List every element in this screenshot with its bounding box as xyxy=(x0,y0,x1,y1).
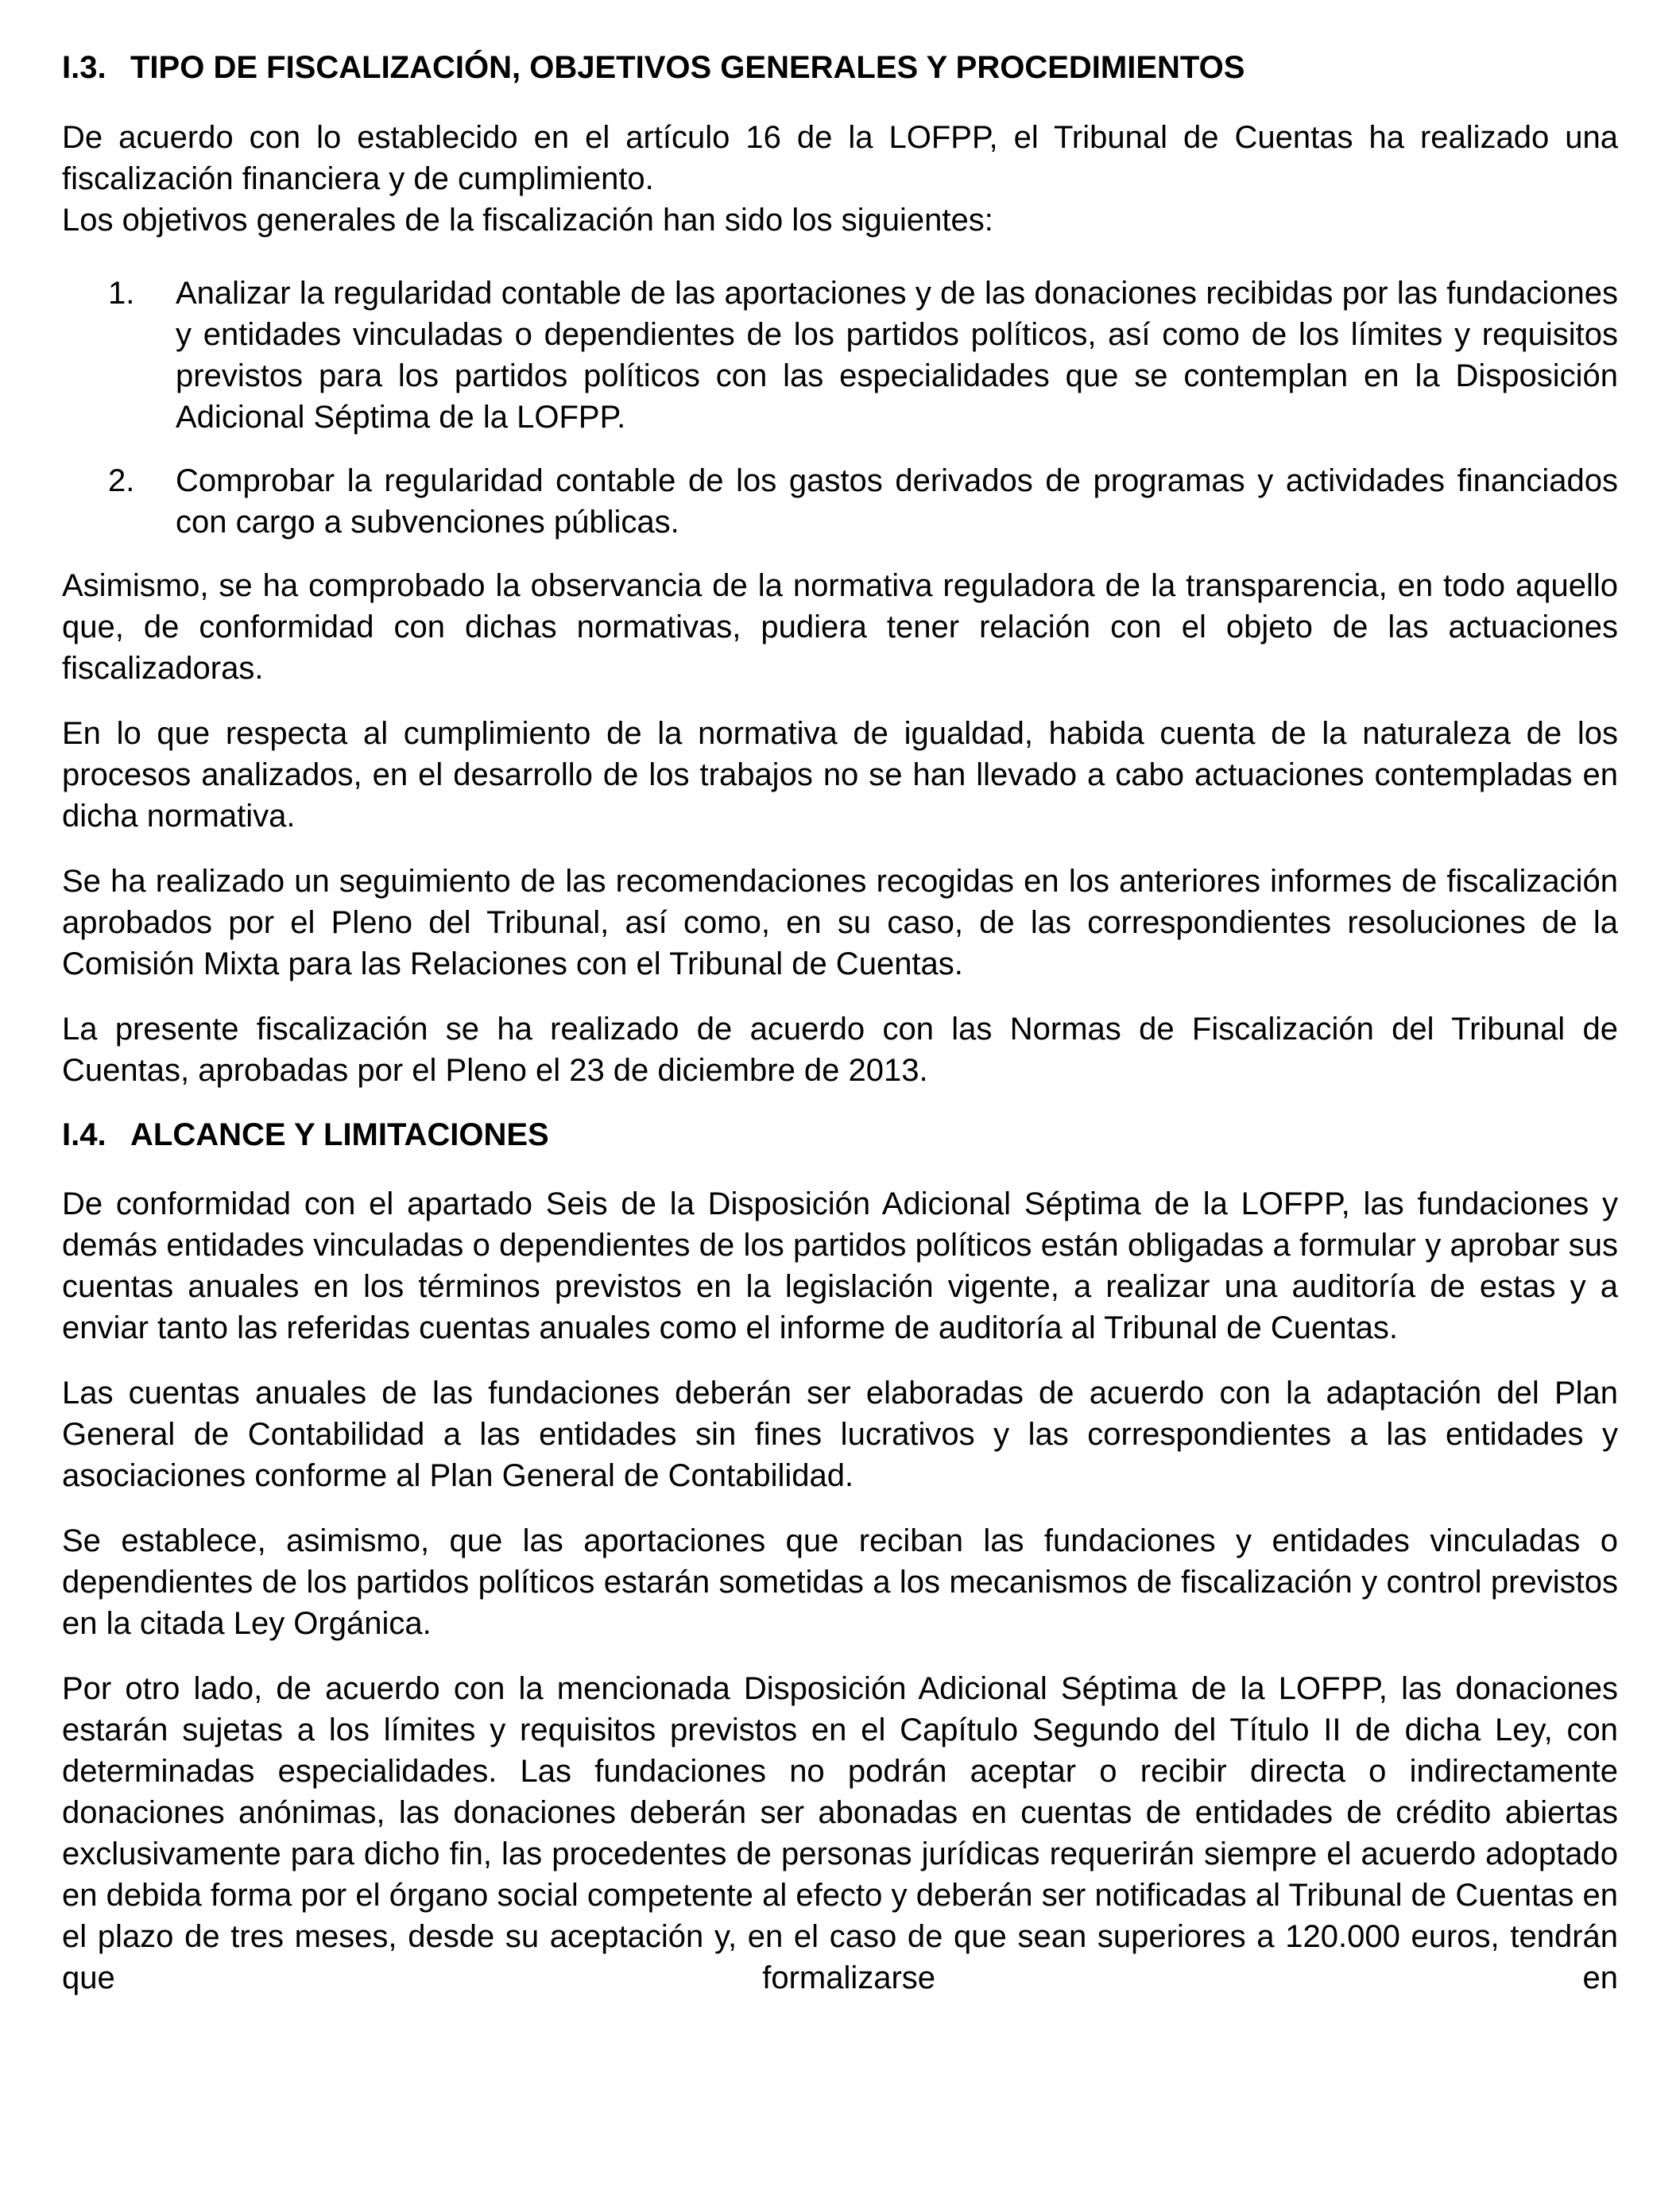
section-title: ALCANCE Y LIMITACIONES xyxy=(130,1117,549,1152)
paragraph: Por otro lado, de acuerdo con la mencionada Disposición Adicional Séptima de la LOFPP, las donaciones estarán sujetas a los límites y requisitos previstos en el Capítulo Segundo del Título II de dicha Ley, con determinadas especialidades. Las fundaciones no podrán aceptar o recibir directa o indirectamente donaciones anónimas, las donaciones deberán ser abonadas en cuentas de entidades de crédito abiertas exclusivamente para dicho fin, las procedentes de personas jurídicas requerirán siempre el acuerdo adoptado en debida forma por el órgano social competente al efecto y deberán ser notificadas al Tribunal de Cuentas en el plazo de tres meses, desde su aceptación y, en el caso de que sean superiores a 120.000 euros, tendrán que formalizarse en xyxy=(62,1671,1618,1995)
paragraph: De conformidad con el apartado Seis de la Disposición Adicional Séptima de la LOFPP, las fundaciones y demás entidades vinculadas o dependientes de los partidos políticos están obligadas a formular y aprobar sus cuentas anuales en los términos previstos en la legislación vigente, a realizar una auditoría de estas y a enviar tanto las referidas cuentas anuales como el informe de auditoría al Tribunal de Cuentas. xyxy=(62,1186,1618,1345)
paragraph: Se ha realizado un seguimiento de las recomendaciones recogidas en los anteriores informes de fiscalización aprobados por el Pleno del Tribunal, así como, en su caso, de las correspondientes resoluciones de la Comisión Mixta para las Relaciones con el Tribunal de Cuentas. xyxy=(62,864,1618,981)
list-marker: 2. xyxy=(108,463,135,498)
section-heading-i3 xyxy=(62,48,1618,87)
list-marker: 1. xyxy=(108,276,135,311)
list-item xyxy=(62,273,1618,438)
section-heading-i4 xyxy=(62,1115,1618,1155)
intro-paragraph: De acuerdo con lo establecido en el artículo 16 de la LOFPP, el Tribunal de Cuentas ha realizado una fiscalización financiera y de cumplimiento. xyxy=(62,120,1618,196)
paragraph: En lo que respecta al cumplimiento de la normativa de igualdad, habida cuenta de la naturaleza de los procesos analizados, en el desarrollo de los trabajos no se han llevado a cabo actuaciones contempladas en dicha normativa. xyxy=(62,716,1618,834)
objectives-lead-in: Los objetivos generales de la fiscalización han sido los siguientes: xyxy=(62,203,993,238)
paragraph: La presente fiscalización se ha realizado de acuerdo con las Normas de Fiscalización del Tribunal de Cuentas, aprobadas por el Pleno el 23 de diciembre de 2013. xyxy=(62,1012,1618,1088)
list-item xyxy=(62,460,1618,543)
paragraph: Las cuentas anuales de las fundaciones deberán ser elaboradas de acuerdo con la adaptación del Plan General de Contabilidad a las entidades sin fines lucrativos y las correspondientes a las entidades y asociaciones conforme al Plan General de Contabilidad. xyxy=(62,1376,1618,1493)
list-item-text: Analizar la regularidad contable de las aportaciones y de las donaciones recibidas por las fundaciones y entidades vinculadas o dependientes de los partidos políticos, así como de los límites y requisitos previstos para los partidos políticos con las especialidades que se contemplan en la Disposición Adicional Séptima de la LOFPP. xyxy=(176,276,1618,435)
paragraph: Se establece, asimismo, que las aportaciones que reciban las fundaciones y entidades vinculadas o dependientes de los partidos políticos estarán sometidas a los mecanismos de fiscalización y control previstos en la citada Ley Orgánica. xyxy=(62,1523,1618,1641)
paragraph: Asimismo, se ha comprobado la observancia de la normativa reguladora de la transparencia, en todo aquello que, de conformidad con dichas normativas, pudiera tener relación con el objeto de las actuaciones fiscalizadoras. xyxy=(62,568,1618,686)
section-number: I.3. xyxy=(62,50,106,85)
section-title: TIPO DE FISCALIZACIÓN, OBJETIVOS GENERALES Y PROCEDIMIENTOS xyxy=(130,50,1245,85)
list-item-text: Comprobar la regularidad contable de los gastos derivados de programas y actividades financiados con cargo a subvenciones públicas. xyxy=(176,463,1618,540)
section-number: I.4. xyxy=(62,1117,106,1152)
document-page xyxy=(62,48,1618,1999)
objectives-list xyxy=(62,273,1618,543)
